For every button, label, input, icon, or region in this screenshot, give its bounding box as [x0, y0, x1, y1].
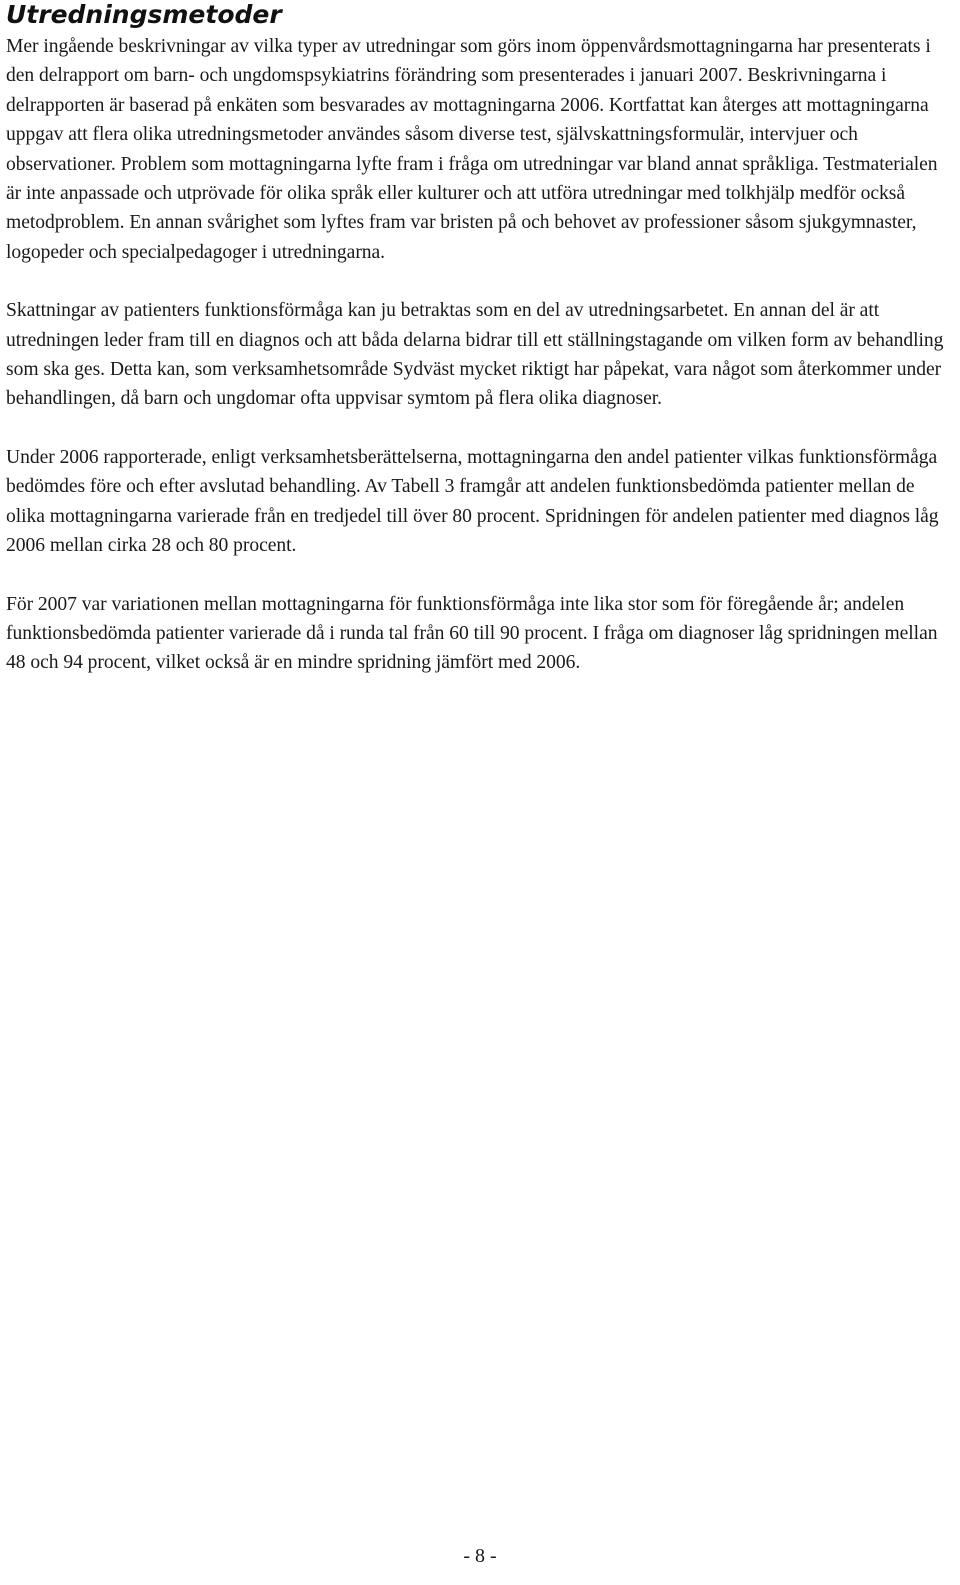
document-page	[6, 0, 950, 678]
section-title: Utredningsmetoder	[6, 0, 282, 29]
paragraph: För 2007 var variationen mellan mottagningarna för funktionsförmåga inte lika stor som för föregående år; andelen funktionsbedömda patienter varierade då i runda tal från 60 till 90 procent. I fråga om diagnoser låg spridningen mellan 48 och 94 procent, vilket också är en mindre spridning jämfört med 2006.	[6, 593, 938, 674]
paragraph: Skattningar av patienters funktionsförmåga kan ju betraktas som en del av utredningsarbetet. En annan del är att utredningen leder fram till en diagnos och att båda delarna bidrar till ett ställningstagande om vilken form av behandling som ska ges. Detta kan, som verksamhetsområde Sydväst mycket riktigt har påpekat, vara något som återkommer under behandlingen, då barn och ungdomar ofta uppvisar symtom på flera olika diagnoser.	[6, 300, 944, 410]
paragraph: Mer ingående beskrivningar av vilka typer av utredningar som görs inom öppenvårdsmottagningarna har presenterats i den delrapport om barn- och ungdomspsykiatrins förändring som presenterades i januari 2007. Beskrivningarna i delrapporten är baserad på enkäten som besvarades av mottagningarna 2006. Kortfattat kan återges att mottagningarna uppgav att flera olika utredningsmetoder användes såsom diverse test, självskattningsformulär, intervjuer och observationer. Problem som mottagningarna lyfte fram i fråga om utredningar var bland annat språkliga. Testmaterialen är inte anpassade och utprövade för olika språk eller kulturer och att utföra utredningar med tolkhjälp medför också metodproblem. En annan svårighet som lyftes fram var bristen på och behovet av professioner såsom sjukgymnaster, logopeder och specialpedagoger i utredningarna.	[6, 36, 938, 263]
paragraph: Under 2006 rapporterade, enligt verksamhetsberättelserna, mottagningarna den andel patienter vilkas funktionsförmåga bedömdes före och efter avslutad behandling. Av Tabell 3 framgår att andelen funktionsbedömda patienter mellan de olika mottagningarna varierade från en tredjedel till över 80 procent. Spridningen för andelen patienter med diagnos låg 2006 mellan cirka 28 och 80 procent.	[6, 446, 939, 557]
page-number: - 8 -	[463, 1545, 497, 1567]
